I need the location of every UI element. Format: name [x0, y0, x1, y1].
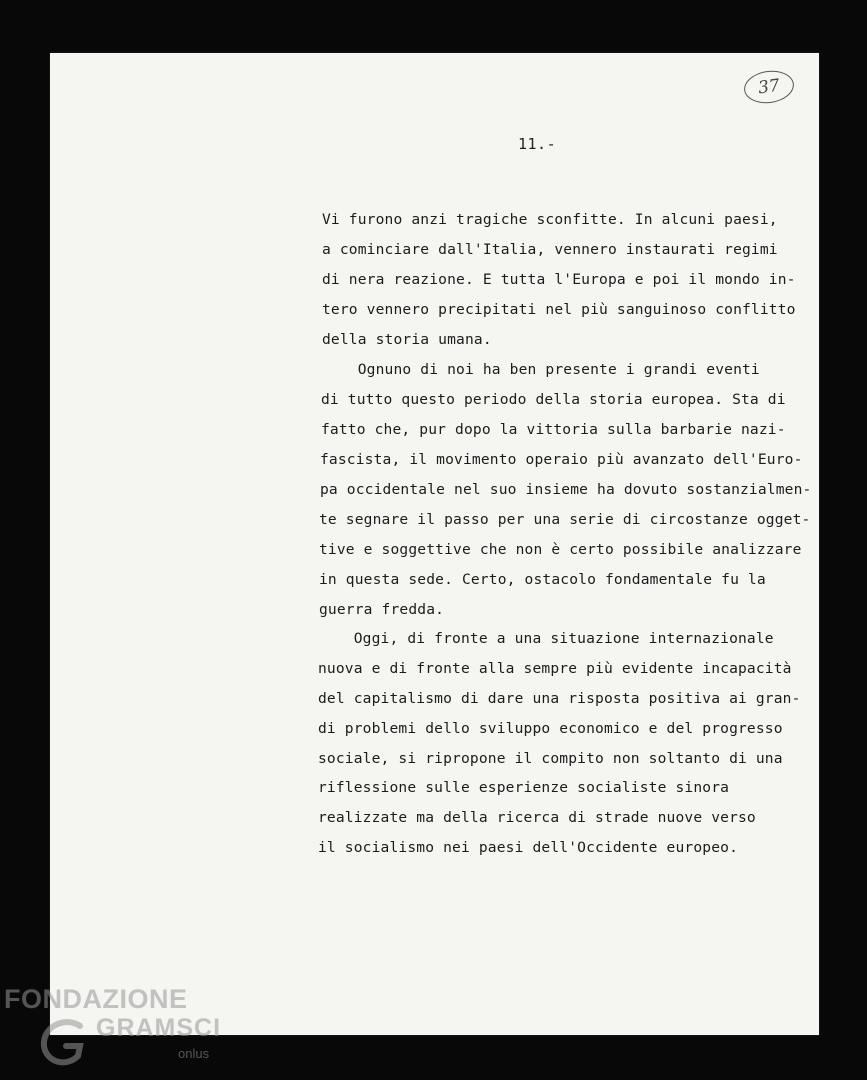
- typewritten-page: [50, 53, 819, 1035]
- text-line: guerra fredda.: [319, 601, 445, 618]
- text-line: fascista, il movimento operaio più avanzato dell'Euro-: [320, 451, 803, 468]
- text-line: Vi furono anzi tragiche sconfitte. In alcuni paesi,: [322, 211, 778, 228]
- text-line: in questa sede. Certo, ostacolo fondamentale fu la: [319, 571, 766, 588]
- text-line: riflessione sulle esperienze socialiste sinora: [318, 779, 730, 796]
- page-number: 11.-: [518, 135, 557, 153]
- text-line: te segnare il passo per una serie di circostanze ogget-: [319, 511, 811, 528]
- text-line: di problemi dello sviluppo economico e del progresso: [318, 720, 783, 737]
- archive-page-number: 37: [742, 68, 796, 107]
- gramsci-logo-icon: [36, 1012, 96, 1072]
- watermark-line-3: onlus: [178, 1046, 210, 1061]
- watermark-line-2: GRAMSCI: [96, 1014, 222, 1042]
- text-line: di nera reazione. E tutta l'Europa e poi il mondo in-: [322, 271, 796, 288]
- text-line: pa occidentale nel suo insieme ha dovuto sostanzialmen-: [320, 481, 812, 498]
- text-line: nuova e di fronte alla sempre più evidente incapacità: [318, 660, 792, 677]
- text-line: Oggi, di fronte a una situazione internazionale: [318, 630, 774, 647]
- text-line: tive e soggettive che non è certo possibile analizzare: [319, 541, 802, 558]
- text-line: fatto che, pur dopo la vittoria sulla barbarie nazi-: [321, 421, 786, 438]
- text-line: del capitalismo di dare una risposta positiva ai gran-: [318, 690, 801, 707]
- text-line: realizzate ma della ricerca di strade nuove verso: [318, 809, 756, 826]
- watermark-line-1: FONDAZIONE: [4, 984, 188, 1014]
- text-line: Ognuno di noi ha ben presente i grandi eventi: [322, 361, 760, 378]
- text-line: a cominciare dall'Italia, vennero instaurati regimi: [322, 241, 778, 258]
- fondazione-gramsci-watermark: [4, 984, 222, 1076]
- text-line: sociale, si ripropone il compito non soltanto di una: [318, 750, 783, 767]
- text-line: di tutto questo periodo della storia europea. Sta di: [321, 391, 786, 408]
- text-line: tero vennero precipitati nel più sanguinoso conflitto: [322, 301, 796, 318]
- text-line: della storia umana.: [322, 331, 492, 348]
- text-line: il socialismo nei paesi dell'Occidente europeo.: [318, 839, 739, 856]
